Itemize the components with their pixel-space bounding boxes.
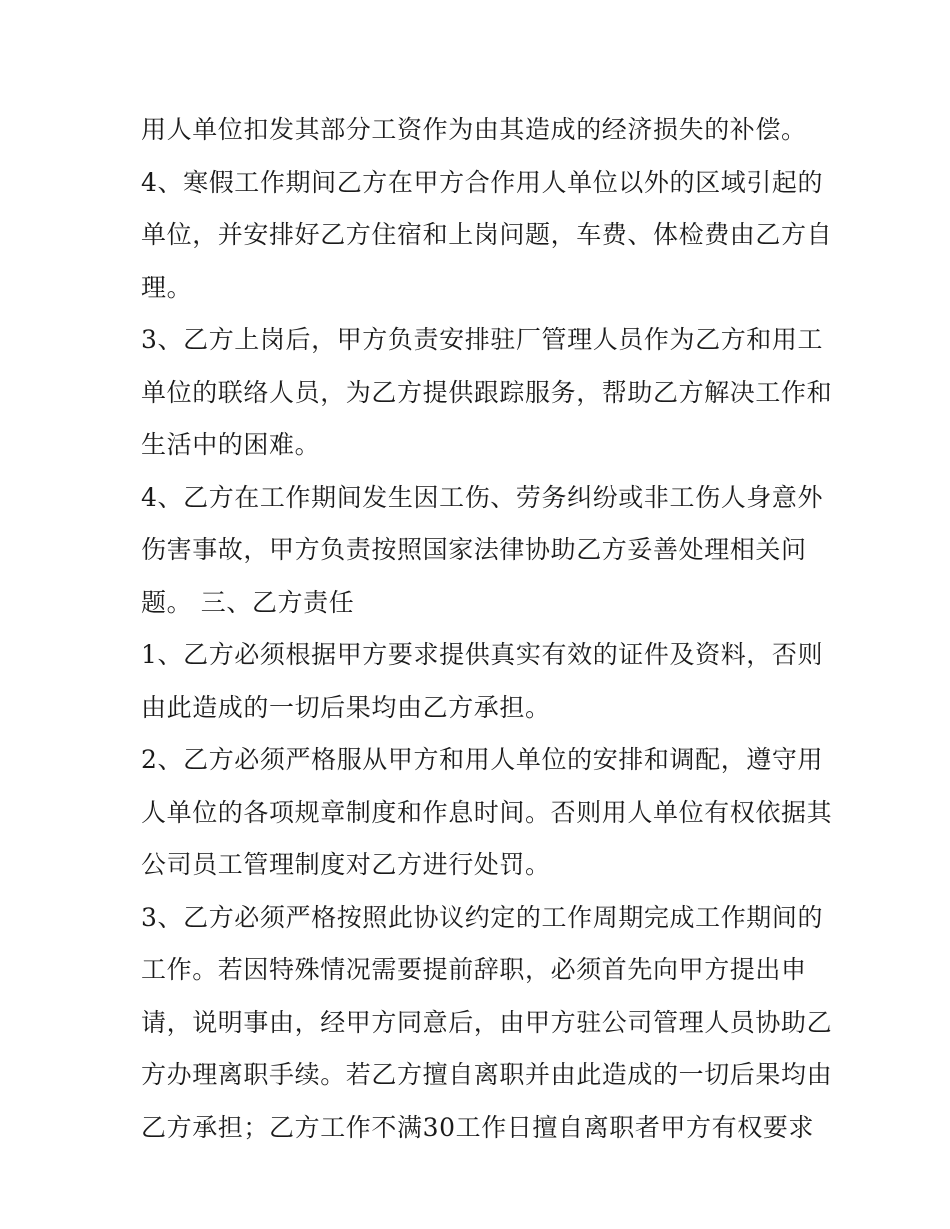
text-line: 工作。若因特殊情况需要提前辞职，必须首先向甲方提出申: [141, 955, 807, 984]
document-body: [141, 104, 833, 1154]
text-line: 1、乙方必须根据甲方要求提供真实有效的证件及资料，否则: [141, 640, 824, 669]
text-line: 单位，并安排好乙方住宿和上岗问题，车费、体检费由乙方自: [141, 220, 833, 249]
text-line: 生活中的困难。: [141, 430, 321, 459]
text-line: 2、乙方必须严格服从甲方和用人单位的安排和调配，遵守用: [141, 745, 824, 774]
text-line: 3、乙方上岗后，甲方负责安排驻厂管理人员作为乙方和用工: [141, 325, 824, 354]
text-line: 请，说明事由，经甲方同意后，由甲方驻公司管理人员协助乙: [141, 1007, 833, 1037]
text-line: 理。: [141, 272, 193, 302]
text-line: 由此造成的一切后果均由乙方承担。: [141, 692, 551, 722]
text-line: 题。 三、乙方责任: [141, 587, 355, 617]
text-line: 方办理离职手续。若乙方擅自离职并由此造成的一切后果均由: [141, 1060, 833, 1089]
text-line: 伤害事故，甲方负责按照国家法律协助乙方妥善处理相关问: [141, 535, 807, 564]
text-line: 人单位的各项规章制度和作息时间。否则用人单位有权依据其: [141, 797, 833, 827]
text-line: 乙方承担；乙方工作不满30工作日擅自离职者甲方有权要求: [141, 1112, 815, 1142]
text-line: 4、寒假工作期间乙方在甲方合作用人单位以外的区域引起的: [141, 167, 824, 197]
text-line: 3、乙方必须严格按照此协议约定的工作周期完成工作期间的: [141, 902, 824, 932]
text-line: 单位的联络人员，为乙方提供跟踪服务，帮助乙方解决工作和: [141, 377, 833, 407]
text-line: 用人单位扣发其部分工资作为由其造成的经济损失的补偿。: [141, 115, 807, 144]
text-line: 公司员工管理制度对乙方进行处罚。: [141, 850, 551, 879]
text-line: 4、乙方在工作期间发生因工伤、劳务纠纷或非工伤人身意外: [141, 482, 824, 512]
